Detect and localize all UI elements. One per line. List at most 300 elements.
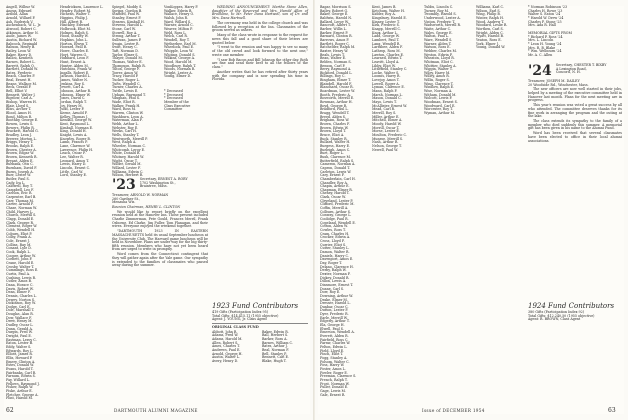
name-column-4 [164,6,204,86]
wedding-para-4: "I saw Bob Bacon and Bill Johnson the other day. Both are fine and send their best to all the fellows of the class." [212,57,308,70]
fund-1924-title: 1924 Fund Contributors [528,302,615,310]
name-entry: Walker, Edwin B. [164,8,193,13]
name-entry: Bennett, Walter J. [6,92,36,97]
name-entry: Nelson, George T. [372,143,402,148]
name-entry: Hoyt, Warren G. [60,52,88,57]
name-entry: Elliott, James R. [6,352,33,357]
name-entry: Bowman, Arthur H. [320,100,353,105]
name-entry: Thomas, Walter E. [112,59,143,64]
name-entry: Taft, Norman D. [112,48,139,53]
name-entry: Gage, Lewis M. [320,388,346,393]
name-entry: Dillon, Lewis A. [320,279,347,284]
name-entry: Bush, Clarence M. [320,154,351,159]
name-entry: Libby, Eliot W. [372,63,396,68]
name-entry: Bryant, Alden E. [6,158,34,163]
name-entry: Conway, George L. [320,213,352,218]
name-entry: Loomis, Harry R. [372,74,401,79]
name-entry: Woodward, Carl E. [424,103,456,108]
name-entry: Tuttle, Lewis E. [112,89,139,94]
name-entry: Adams, Harold M. [212,336,243,341]
name-entry: Wolcott, Lewis F. [424,96,453,101]
class-numeral: '23 [112,177,136,193]
name-entry: Young, Donald W. [476,45,506,50]
name-entry: Bailey, Robert G. [320,8,349,13]
name-entry: Wight, Oscar T. [112,158,138,163]
name-entry: Kendall, George W. [60,118,92,123]
name-entry: Clifford, Frederic M. [320,202,355,207]
name-entry: Bingham, Elmer T. [320,78,351,83]
name-entry: Kent, James B. [372,5,397,9]
name-entry: Waterman, Alan F. [112,118,143,123]
name-entry: Mann, Ralph F. [372,89,398,94]
name-entry: Cooper, Arthur W. [6,253,36,258]
name-entry: Bruce, Eliot A. [320,132,345,137]
name-entry: Brewer, Morton L. [6,136,37,141]
name-entry: Lee, Walter R. [60,154,84,159]
class-1923-notes [112,178,208,406]
name-entry: Marsh, Norman L. [372,92,403,97]
name-entry: Cheney, Harold T. [320,191,350,196]
name-entry: Dudley, Oscar L. [6,323,34,328]
name-entry: Lathrop, Ross M. [372,48,401,53]
name-entry: Ware, Wendell S. [424,37,453,42]
name-entry: Underwood, Lester A. [424,15,461,20]
name-entry: Weld, Ross L. [164,30,187,35]
name-entry: Aude, James W. [6,34,32,39]
name-entry: Burt, Roger L. [320,151,344,156]
name-entry: Cady, Ira L. [6,180,26,185]
name-entry: Lovejoy, Amos T. [372,78,400,83]
name-entry: Collins, Ray M. [6,242,32,247]
name-entry: Lane, Clarence W. [60,143,91,148]
class-1924-treasurer: Treasurer, JOSEPH M. DAILEY 20 Woodside Rd., Winchester, Mass. [528,79,589,87]
name-entry: Committee [164,107,183,112]
name-entry: Bean, Walter E. [320,56,347,61]
name-entry: Arnold, George H. [212,351,243,356]
name-entry: Cary, Ernest F. [320,173,345,178]
name-entry: Stone, Carl W. [112,26,136,31]
name-entry: Finch, Eliot T. [320,352,344,357]
name-entry: Booth, Frederic A. [320,92,351,97]
right-name-column-5 [528,6,622,30]
name-entry: Lambert, Paul T. [372,37,400,42]
name-entry: Fisher, Ralph W. [6,385,34,390]
name-entry: Carlson, Eric R. [6,191,33,196]
name-entry: Boyd, George R. [320,103,348,108]
name-entry: Fellows, Raymond J. [6,381,40,386]
name-entry: Freeman, Clarence S. [320,374,357,379]
name-entry: Aschenbach, W. L. Jr. [6,23,42,28]
name-entry: Knox, Arthur L. [372,30,398,35]
name-entry: Bradford, Paul L. [320,107,349,112]
name-entry: Wendell, Roy T. [164,37,190,42]
name-entry: Dwight, Paul E. [6,334,32,339]
name-entry: Crocker, Edwin A. [320,235,351,240]
name-entry: Stafford, Paul W. [112,12,140,17]
name-entry: * Wm. Welbourn '24 [528,49,562,54]
name-entry: Vinton, Frederic T. [424,19,456,24]
name-entry: Estes, Donald W. [6,363,34,368]
name-entry: * Deceased [164,96,183,101]
name-entry: Kirk, Frederic S. [372,23,400,28]
name-entry: Spiegel, Moddy S. [112,5,143,9]
name-entry: Butler, Paul S. [6,176,30,181]
name-entry: Watson, Ross E. [424,45,451,50]
name-entry: Farrar, Charles W. [320,341,351,346]
name-entry: King, Donald H. [60,129,87,134]
name-entry: Eddy, Walter S. [6,345,32,350]
name-entry: Derby, Ralph W. [320,268,347,273]
name-entry: Bigelow, Carl A. [6,96,33,101]
name-entry: Wood, Andrew T. [476,19,505,24]
name-entry: Brooks, Ralph E. [6,143,35,148]
name-entry: Berry, Raymond A. [320,67,352,72]
name-entry: Swift, Henry C. [112,45,138,50]
left-page-number: 62 [6,407,14,414]
name-entry: Welch, Carl R. [164,34,188,39]
name-entry: Leonard, Amos T. [60,158,89,163]
name-entry: Blood, Amos H. [6,111,32,116]
name-entry: Tilton, George F. [112,67,140,72]
name-entry: Dow, Wallace F. [6,315,32,320]
name-entry: Knight, Lewis A. [60,132,88,137]
class-1924-numeral: '24 [528,63,552,79]
name-entry: Kelley, Thomas J. [60,114,89,119]
fund-1923-names-b [262,331,308,364]
name-entry: Leavitt, Lloyd A. [372,59,400,64]
name-entry: Wing, Philip B. [476,12,501,17]
name-entry: Carpenter, Earl B. [6,195,37,200]
name-entry: Stearns, Kimball H. [112,19,145,24]
class-1924-para-2: This year's reunion was voted a great success by all who attended. The committee deserves thanks for its fine work in arranging the program and the outing at the lake. [528,103,622,119]
name-entry: Bickford, Donald L. [320,70,353,75]
name-entry: Babcock, Reginald [6,41,38,46]
name-entry: Batchelder, Ralph M. [320,45,356,50]
name-entry: Dinsmore, Ernest T. [320,282,354,287]
name-entry: VonKoppes, Harry F. [164,5,199,9]
name-entry: Whitman, Eliot C. [424,59,454,64]
name-entry: Colburn, Arthur S. [320,209,351,214]
name-entry: Beal, Norman F. [262,347,290,352]
name-entry: Foster, Amos L. [320,366,346,371]
name-entry: Twombly, Harold S. [424,12,457,17]
name-entry: Jewett, Carl A. [60,85,85,90]
name-entry: Cleveland, Lester P. [320,198,354,203]
name-entry: Jackson, Harold L. [60,74,91,79]
name-entry: Arnold, Allan [6,12,28,17]
class-treasurer: Treasurer, ARNOLD W. NORMAN 260 Gardner St., Menasha Wis. [112,193,169,205]
name-entry: Folsom, Walter C. [320,359,350,364]
name-entry: Knapp, Merrill C. [372,26,402,31]
name-entry: Carter, Arnold F. [6,202,34,207]
name-entry: Blair, Lloyd S. [6,103,30,108]
name-entry: Bradley, Leon J. [6,132,33,137]
name-entry: Crane, Harold E. [6,260,35,265]
name-entry: Hutchins, Frank W. [60,67,93,72]
name-entry: Chandler, Roy A. [320,180,348,185]
name-entry: Briggs, Henry T. [6,140,34,145]
name-entry: Adams, Fred W. [212,333,239,338]
name-entry: Benson, Carl P. [320,63,346,68]
name-entry: Bates, Frederic [6,70,32,75]
class-1924-notes [528,64,622,296]
name-entry: Chapman, Elmer R. [320,187,353,192]
name-entry: Austin, Walter L. [212,355,241,360]
name-entry: Hood, Stanley W. [60,34,89,39]
name-entry: Downing, Arthur W. [320,293,353,298]
name-entry: Mitchell, Elmer A. [372,118,403,123]
name-entry: Whiting, Donald S. [164,52,196,57]
name-entry: Bosworth, Merrill E. [320,96,355,101]
name-entry: Brown, Edgar W. [6,151,35,156]
name-entry: Keene, Arnold F. [60,111,88,116]
name-entry: Tufts, Wendell C. [112,81,141,86]
memorial-gifts [528,32,622,60]
name-entry: Thayer, Donald M. [112,56,143,61]
name-entry: Daniels, Harry C. [320,253,349,258]
name-entry: Lawton, Charles E. [372,52,404,57]
name-entry: Fiske, Arthur E. [6,388,33,393]
name-entry: Cushing, Lewis R. [6,275,37,280]
class-1924-para-4: Word has been received that several classmates have been elected to office in their local alumni associations. [528,131,622,143]
name-entry: Cook, Ralph L. [6,249,31,254]
name-entry: Johnson, Arthur R. [60,89,92,94]
name-entry: Bartlett, Roger C. [320,41,350,46]
name-entry: Wells, Stanley T. [112,132,140,137]
name-entry: Williams, Edwin C. [112,169,144,174]
name-entry: Ward, Willard S. [164,19,192,24]
name-entry: Cobb, Wendell H. [6,228,36,233]
name-entry: Babson, Henry B. [6,45,36,50]
name-entry: Brown, Kenneth R. [6,154,38,159]
name-entry: Fogg, Stanley A. [320,356,348,360]
name-entry: Ingalls, Robert E. [60,70,90,75]
name-entry: Carleton, Lewis W. [320,169,352,174]
name-entry: Ward, Ross M. [112,107,137,112]
name-entry: Hubbard, Leon F. [60,56,90,61]
name-entry: Larrabee, Alden F. [372,45,403,50]
name-entry: Arnold, Willard F. [6,15,36,20]
name-entry: Damon, Walter R. [320,249,350,254]
name-column-3 [112,6,162,176]
name-entry: Wright, Alden C. [476,30,504,35]
name-entry: Clapp, Donald E. [6,217,35,222]
name-entry: Howard, Paul R. [60,45,88,50]
name-entry: Wilson, Earl S. [476,8,501,13]
name-entry: Bates, Arthur J. [262,344,288,349]
class-1923-para-2: "DARTMOUTH 1923 IN EASTERN MASSACHUSETTS held its usual September luncheon at the University Club. The Harvard game luncheon will be held in November. Plans are under way for the big thirty-fifth reunion. Members who have not yet been heard from are urged to write in promptly. [112,229,208,252]
name-entry: Andrews, Paul E. [212,347,241,352]
name-entry: Carr, Thomas M. [6,198,34,203]
name-entry: Newell, Paul W. [372,147,398,152]
name-entry: Boothby, George E. [6,118,39,123]
left-footer: DARTMOUTH ALUMNI MAGAZINE [114,408,198,413]
name-entry: Drake, Elmer M. [320,297,348,302]
name-entry: Stanley, Ernest F. [112,15,142,20]
name-column-2 [60,6,110,406]
name-entry: Emery, Clinton A. [6,359,36,364]
name-entry: Dyer, Frederic R. [320,312,349,317]
name-entry: Lawrence, Philip H. [60,147,94,152]
name-entry: Whittier, Stanley A. [424,63,457,68]
name-entry: Kimball, Norman E. [60,125,94,130]
name-entry: Merrill, Roy S. [372,111,397,116]
name-entry: Tucker, Roger L. [112,78,140,83]
name-entry: Tubbs, Lincoln C. [424,5,454,9]
name-entry: Hendry, Robert M. [60,8,92,13]
fund-1924-box [528,300,622,360]
name-entry: Bond, Milton R. [6,114,33,119]
name-entry: Lamb, Francis P. [60,140,88,145]
right-name-column-1 [320,6,370,406]
name-entry: Wentworth, Merrill P. [112,136,148,141]
name-entry: Evans, Harold T. [6,366,34,371]
name-entry: Douglas, Alan R. [6,312,34,317]
name-entry: Lord, Stanley E. [60,173,87,178]
name-entry: Coffin, Merrill A. [320,206,349,211]
name-entry: Jenkins, Roy S. [60,81,85,86]
name-entry: Learned, Edwin T. [372,56,403,61]
name-entry: Bragg, Wendell T. [320,111,350,116]
name-entry: Chamberlain, Carl H. [320,176,356,181]
name-entry: Frost, Norman W. [320,381,350,386]
name-entry: Woodbury, Ralph T. [164,63,197,68]
name-entry: Leach, Oscar F. [60,151,86,156]
name-entry: Dexter, Norman F. [320,271,351,276]
name-entry: Holmes, Ralph S. [60,30,89,35]
name-entry: Chapin, Arthur E. [320,184,350,189]
name-entry: White, Donald R. [112,151,141,156]
name-entry: Angell, Wilbur W. [6,5,35,9]
name-entry: Eastman, Leroy C. [6,337,37,342]
name-entry: Earle, Merrill W. [320,315,348,320]
wedding-para-1: The ceremony was held in the college church and was followed by a reception at the Inn. Classmates of the groom served as ushers. [212,20,308,33]
name-entry: Fletcher, George A. [6,392,39,397]
name-entry: Young, Elmer D. [164,74,192,79]
name-entry: Felton, Edwin L. [320,345,348,350]
fund-1923-title: 1923 Fund Contributors [212,302,299,310]
name-entry: Elwell, Paul S. [320,326,344,331]
name-entry: Church, Merrill S. [6,213,37,218]
class-1923-para-1: We would like to report briefly on the excellent reunion held at the Hanover Inn. Those present included Charlie Zimmerman, Pete Gould, Frances Merril, Frank Osborne, Ed Clarke, Jim Fuller, Tom Flanagan, and their wives. Everyone enjoyed the weekend together. [112,209,208,229]
name-entry: Barrows, Amos F. [320,37,350,42]
name-entry: Beane, Wallace M. [6,81,37,86]
wedding-announcement: WEDDING ANNOUNCEMENT: Martha Stone Allen, daughter of the Reverend and Mrs. Harold Allen of Brookline, to Mr. Peter Dana Hartwell, son of Dr. and Mrs. Dana Hartwell. [212,5,308,20]
name-entry: Everett, Alden R. [320,334,349,339]
right-page [318,6,624,414]
name-entry: Fuller, Donald E. [320,385,349,390]
name-entry: Flint, Harold M. [6,396,33,401]
name-entry: Thompson, Ralph R. [112,63,146,68]
name-entry: Barnard, Clinton R. [320,34,353,39]
name-entry: Copeland, Wendell E. [320,220,356,225]
name-entry: Fairfield, Ross C. [320,337,349,342]
name-entry: Dennis, Charles L. [6,293,37,298]
name-entry: Horton, Elwyn T. [60,41,89,46]
name-entry: Wiggin, Walter T. [424,67,453,72]
name-entry: Colby, Frank A. [6,235,32,240]
name-entry: Allen, Robert S. [212,340,239,345]
name-entry: Jordan, Ralph T. [60,100,87,105]
name-entry: Bowen, Lewis S. [6,122,34,126]
name-entry: Waite, Arthur C. [424,26,452,31]
name-entry: Coburn, Eliot P. [6,231,33,236]
name-entry: Walker, Frank H. [112,103,141,108]
name-entry: Littlefield, Stanley C. [372,67,408,72]
name-entry: Wade, Eliot R. [112,100,136,105]
name-entry: Witham, Donald M. [424,92,457,97]
name-entry: Mrs. L. Lincoln [528,38,554,43]
name-entry: Gale, Ernest R. [320,392,346,397]
name-entry: Dole, Marshall T. [6,308,35,313]
name-entry: Day, Roger T. [320,260,343,265]
name-entry: Clement, Roger W. [6,224,38,229]
name-entry: Washburn, Leon A. [112,114,144,119]
name-entry: Locke, Walter S. [372,70,400,75]
name-entry: Williams, Karl C. [476,5,504,9]
name-entry: Coolidge, Paul R. [320,217,349,222]
name-entry: Beck, Gerald F. [6,85,32,90]
name-entry: Blaisdell, Harold F. [320,81,352,86]
name-entry: Currier, Eliot S. [320,242,347,247]
name-entry: Hichens, Walter T. [60,12,91,17]
name-entry: Baldwin, Harold N. [320,15,352,20]
name-entry: Class Executive [164,103,191,108]
name-entry: Kingsbury, Harold E. [372,15,407,20]
name-entry: Wallace, Henry O. [164,12,195,17]
fund-1923-names-a [212,331,258,364]
wedding-column [212,6,308,298]
name-entry: Fowler, Roger E. [320,370,348,375]
name-entry: Hinckley, Edward [60,23,90,28]
fund-1923-summary: 419 Gifts (Participation Index 95) Total Gifts: $14,415.11 (1955 objective) Agent: J. YOUNG, Jr. Class Agent [212,310,279,322]
name-entry: Atwood, Robert C. [6,26,37,31]
name-entry: Avery, Henry D. [212,358,239,363]
name-entry: Strong, Arthur T. [112,34,141,39]
name-entry: Barnes, William C. [262,340,293,345]
name-entry: Wilson, Herbert R. [112,173,144,178]
name-entry: Baxter, Henry W. [320,48,349,53]
name-entry: Holbrook, Eliot M. [60,26,91,31]
name-entry: Field, Lloyd E. [320,348,345,353]
name-entry: Dorr, Roy E. [320,290,341,295]
name-entry: Kidder, Roy A. [372,12,396,17]
name-entry: Warner, Arnold C. [164,23,194,28]
name-entry: Edwards, Roy L. [6,348,34,353]
name-entry: Mead, Carl R. [372,107,396,112]
page-gutter [313,0,315,420]
name-entry: Burgess, Harry E. [320,143,351,148]
name-entry: Barnes, Robert L. [6,59,36,64]
name-entry: Mrs. R. B. Blake [528,45,556,50]
name-entry: Joy, Henry M. [60,103,83,108]
name-entry: MEMORIAL GIFTS FROM [528,31,572,35]
name-entry: Brigham, Ross W. [320,118,350,123]
name-entry: * Leon H. Young '24 [528,41,562,46]
name-entry: Whitcomb, Leroy E. [112,147,146,152]
name-entry: Woodard, Leslie R. [476,23,508,28]
name-entry: James, Walter N. [60,78,88,83]
name-entry: Davenport, Amos E. [320,257,354,262]
name-entry: Cutler, Amos B. [6,279,32,284]
name-entry: Mr. A. C. Allen [528,52,553,57]
name-entry: Curtis, Paul A. [6,271,31,276]
name-entry: Delano, Clarence H. [320,264,354,269]
name-entry: Winslow, Ralph E. [424,85,455,90]
name-entry: Cutter, Stanley L. [320,246,350,251]
name-entry: Beach, Charles F. [6,74,36,79]
name-entry: Ball, Herbert S. [262,333,289,338]
